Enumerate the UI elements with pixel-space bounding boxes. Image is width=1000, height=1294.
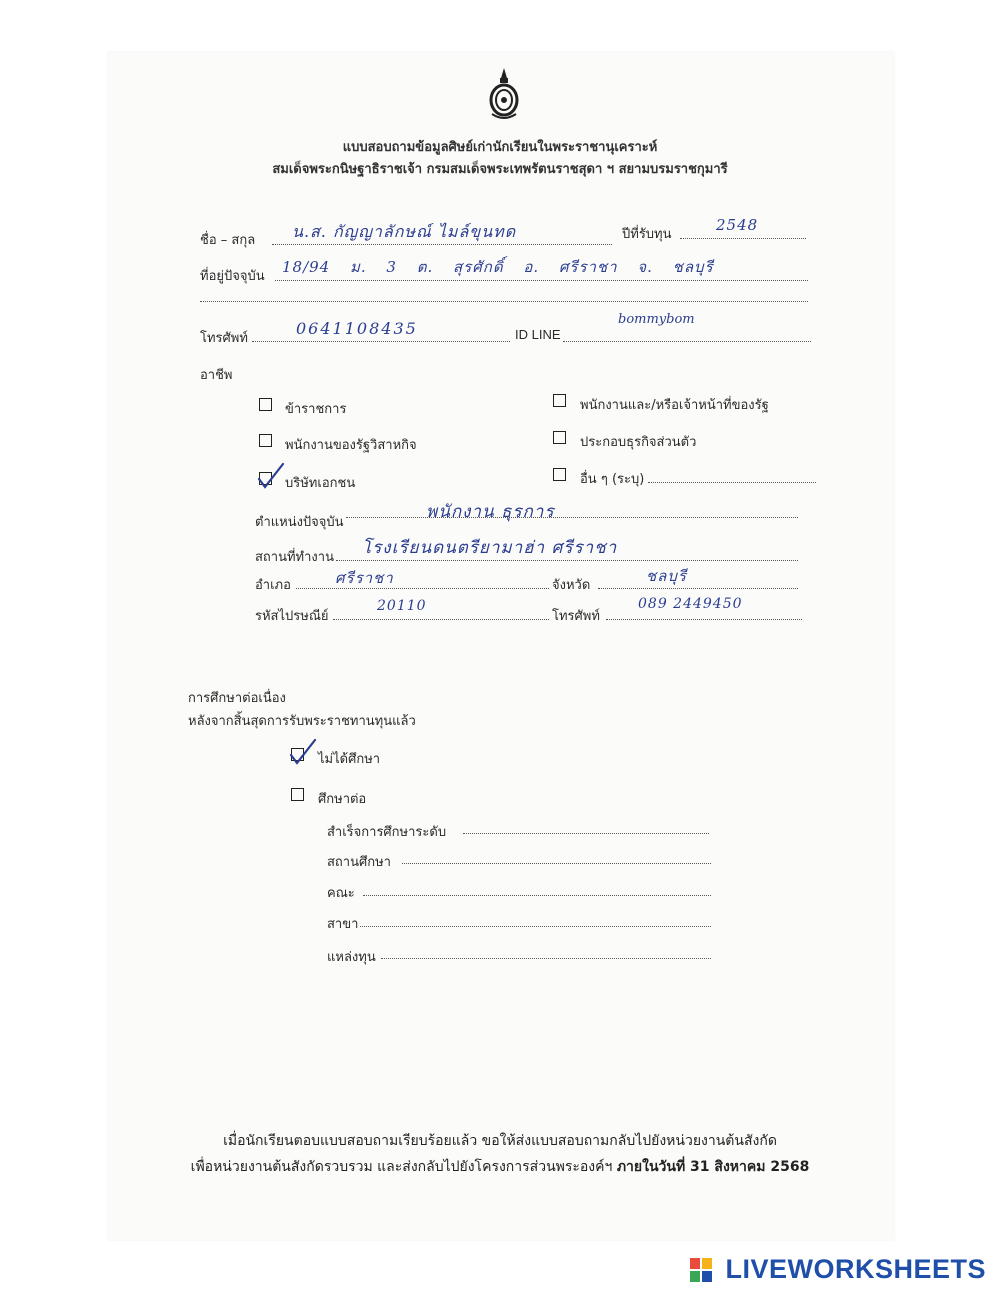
- phone-value[interactable]: 0641108435: [296, 319, 418, 338]
- footer-line-2: [0, 1156, 1000, 1178]
- postcode-label: รหัสไปรษณีย์: [255, 609, 329, 624]
- occupation-heading: อาชีพ: [200, 368, 233, 383]
- phone-line: [252, 341, 510, 342]
- checkmark-icon: [256, 462, 286, 490]
- occupation-checkbox-government[interactable]: [259, 398, 272, 411]
- occupation-checkbox-other[interactable]: [553, 468, 566, 481]
- province-line: [598, 588, 798, 589]
- district-value[interactable]: ศรีราชา: [335, 569, 394, 587]
- education-faculty-line[interactable]: [363, 895, 711, 896]
- education-label-studying: ศึกษาต่อ: [318, 792, 367, 807]
- education-level-label: สำเร็จการศึกษาระดับ: [327, 825, 447, 840]
- education-school-label: สถานศึกษา: [327, 855, 391, 870]
- liveworksheets-logo-icon: [690, 1258, 712, 1282]
- work-phone-line: [606, 619, 802, 620]
- education-label-not-studying: ไม่ได้ศึกษา: [318, 752, 381, 767]
- province-value[interactable]: ชลบุรี: [646, 567, 687, 585]
- name-label: ชื่อ – สกุล: [200, 233, 256, 248]
- occupation-checkbox-state-employee[interactable]: [553, 394, 566, 407]
- education-heading-1: การศึกษาต่อเนื่อง: [188, 691, 286, 706]
- education-major-line[interactable]: [360, 926, 711, 927]
- emblem-logo: [484, 66, 524, 122]
- line-id-line: [563, 341, 811, 342]
- liveworksheets-brand: LIVEWORKSHEETS: [725, 1254, 986, 1284]
- district-label: อำเภอ: [255, 578, 291, 593]
- workplace-value[interactable]: โรงเรียนดนตรียามาฮ่า ศรีราชา: [362, 538, 618, 558]
- occupation-other-line: [648, 482, 816, 483]
- line-id-value[interactable]: bommybom: [618, 312, 695, 327]
- work-phone-value[interactable]: 089 2449450: [638, 596, 743, 612]
- form-title-line1: แบบสอบถามข้อมูลศิษย์เก่านักเรียนในพระราชานุเคราะห์: [342, 140, 658, 155]
- education-fund-line[interactable]: [381, 958, 711, 959]
- year-label: ปีที่รับทุน: [622, 227, 672, 242]
- position-label: ตำแหน่งปัจจุบัน: [255, 515, 344, 530]
- address-value[interactable]: 18/94 ม. 3 ต. สุรศักดิ์ อ. ศรีราชา จ. ชลบุรี: [282, 258, 714, 276]
- year-value[interactable]: 2548: [716, 216, 759, 234]
- checkmark-icon: [288, 738, 318, 766]
- occupation-checkbox-state-enterprise[interactable]: [259, 434, 272, 447]
- line-id-label: ID LINE: [515, 327, 561, 342]
- workplace-label: สถานที่ทำงาน: [255, 550, 334, 565]
- name-value[interactable]: น.ส. กัญญาลักษณ์ ไมล์ขุนทด: [292, 222, 517, 241]
- education-major-label: สาขา: [327, 917, 359, 932]
- footer-line-2-prefix: เพื่อหน่วยงานต้นสังกัดรวบรวม และส่งกลับไปยังโครงการส่วนพระองค์ฯ: [190, 1159, 613, 1175]
- education-fund-label: แหล่งทุน: [327, 950, 376, 965]
- occupation-label-state-enterprise: พนักงานของรัฐวิสาหกิจ: [285, 438, 417, 453]
- postcode-line: [333, 619, 549, 620]
- work-phone-label: โทรศัพท์: [552, 609, 600, 624]
- occupation-label-government: ข้าราชการ: [285, 402, 347, 417]
- position-value[interactable]: พนักงาน ธุรการ: [426, 502, 555, 522]
- occupation-label-own-business: ประกอบธุรกิจส่วนตัว: [580, 435, 697, 450]
- district-line: [296, 588, 549, 589]
- address-line-2: [200, 301, 808, 302]
- footer-line-1: เมื่อนักเรียนตอบแบบสอบถามเรียบร้อยแล้ว ขอให้ส่งแบบสอบถามกลับไปยังหน่วยงานต้นสังกัด: [223, 1133, 777, 1149]
- form-title-line2: สมเด็จพระกนิษฐาธิราชเจ้า กรมสมเด็จพระเทพรัตนราชสุดา ฯ สยามบรมราชกุมารี: [272, 162, 728, 177]
- occupation-label-state-employee: พนักงานและ/หรือเจ้าหน้าที่ของรัฐ: [580, 398, 769, 413]
- education-checkbox-studying[interactable]: [291, 788, 304, 801]
- education-level-line[interactable]: [463, 833, 709, 834]
- phone-label: โทรศัพท์: [200, 331, 248, 346]
- occupation-label-other: อื่น ๆ (ระบุ): [580, 472, 645, 487]
- education-school-line[interactable]: [402, 863, 711, 864]
- footer-deadline: ภายในวันที่ 31 สิงหาคม 2568: [616, 1159, 810, 1175]
- year-line: [680, 238, 806, 239]
- postcode-value[interactable]: 20110: [377, 598, 427, 614]
- province-label: จังหวัด: [552, 578, 591, 593]
- address-line: [275, 280, 808, 281]
- occupation-checkbox-own-business[interactable]: [553, 431, 566, 444]
- occupation-label-private-company: บริษัทเอกชน: [285, 476, 356, 491]
- address-label: ที่อยู่ปัจจุบัน: [200, 269, 265, 284]
- education-faculty-label: คณะ: [327, 886, 355, 901]
- position-line: [346, 517, 798, 518]
- education-heading-2: หลังจากสิ้นสุดการรับพระราชทานทุนแล้ว: [188, 714, 416, 729]
